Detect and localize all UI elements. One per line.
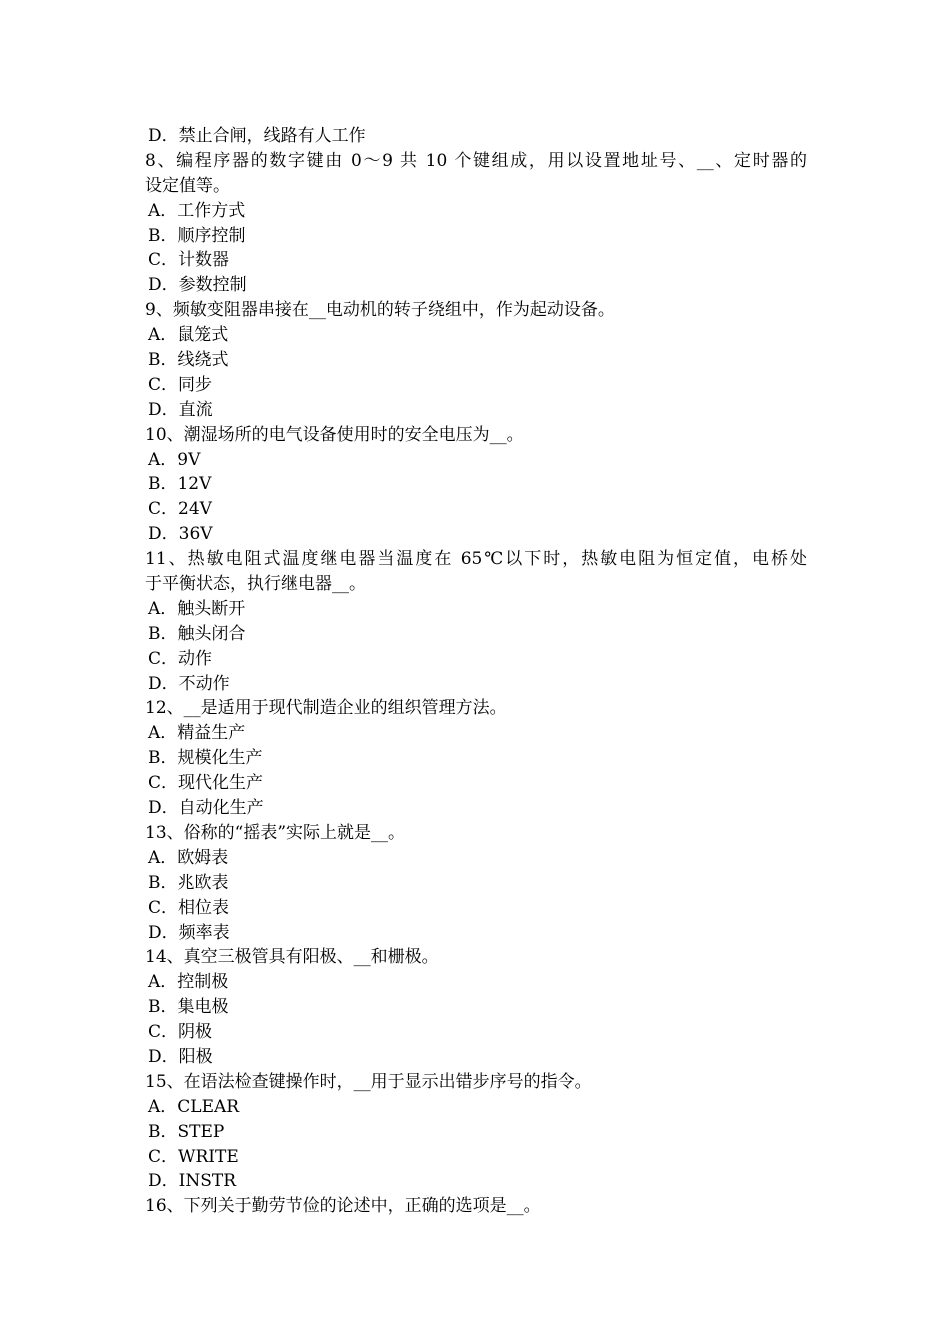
- answer-option: B．线绕式: [148, 350, 229, 371]
- answer-option: C．阴极: [148, 1022, 213, 1043]
- answer-option: C．计数器: [148, 250, 230, 271]
- answer-option: C．同步: [148, 374, 213, 395]
- question-line: 12、__是适用于现代制造企业的组织管理方法。: [145, 698, 507, 719]
- answer-option: C．相位表: [148, 897, 230, 918]
- question-line: 10、潮湿场所的电气设备使用时的安全电压为__。: [145, 424, 524, 445]
- answer-option: D．自动化生产: [148, 798, 264, 819]
- answer-option: B．规模化生产: [148, 748, 263, 769]
- answer-option: C．WRITE: [148, 1146, 239, 1167]
- answer-option: C．24V: [148, 499, 212, 520]
- answer-option: C．现代化生产: [148, 773, 264, 794]
- question-line: 15、在语法检查键操作时，__用于显示出错步序号的指令。: [145, 1071, 592, 1092]
- answer-option: D．禁止合闸，线路有人工作: [148, 126, 366, 146]
- answer-option: D．直流: [148, 399, 213, 420]
- answer-option: B．触头闭合: [148, 623, 246, 644]
- answer-option: D．频率表: [148, 922, 230, 943]
- answer-option: D．不动作: [148, 673, 230, 694]
- question-line: 9、频敏变阻器串接在__电动机的转子绕组中，作为起动设备。: [145, 300, 615, 321]
- answer-option: A．工作方式: [148, 200, 246, 221]
- answer-option: A．控制极: [148, 972, 229, 993]
- answer-option: A．精益生产: [148, 723, 246, 744]
- question-line: 11、热敏电阻式温度继电器当温度在 65℃以下时，热敏电阻为恒定值，电桥处: [145, 549, 807, 570]
- question-line: 于平衡状态，执行继电器__。: [145, 574, 366, 595]
- document-body: [145, 124, 810, 1219]
- answer-option: B．顺序控制: [148, 225, 246, 246]
- answer-option: D．阳极: [148, 1046, 213, 1067]
- answer-option: A．鼠笼式: [148, 325, 229, 346]
- question-line: 14、真空三极管具有阳极、__和栅极。: [145, 947, 439, 968]
- answer-option: B．STEP: [148, 1121, 225, 1142]
- answer-option: D．36V: [148, 524, 213, 545]
- question-line: 13、俗称的“摇表”实际上就是__。: [145, 822, 406, 843]
- answer-option: C．动作: [148, 648, 213, 669]
- question-line: 16、下列关于勤劳节俭的论述中，正确的选项是__。: [145, 1196, 541, 1217]
- answer-option: A．触头断开: [148, 598, 246, 619]
- question-line: 设定值等。: [145, 175, 230, 196]
- answer-option: D．INSTR: [148, 1171, 237, 1192]
- answer-option: B．集电极: [148, 997, 229, 1018]
- answer-option: B．12V: [148, 474, 212, 495]
- answer-option: D．参数控制: [148, 275, 247, 296]
- answer-option: A．欧姆表: [148, 847, 229, 868]
- answer-option: A．CLEAR: [148, 1096, 240, 1117]
- answer-option: B．兆欧表: [148, 872, 229, 893]
- answer-option: A．9V: [148, 449, 201, 470]
- question-line: 8、编程序器的数字键由 0～9 共 10 个键组成，用以设置地址号、__、定时器的: [145, 150, 807, 171]
